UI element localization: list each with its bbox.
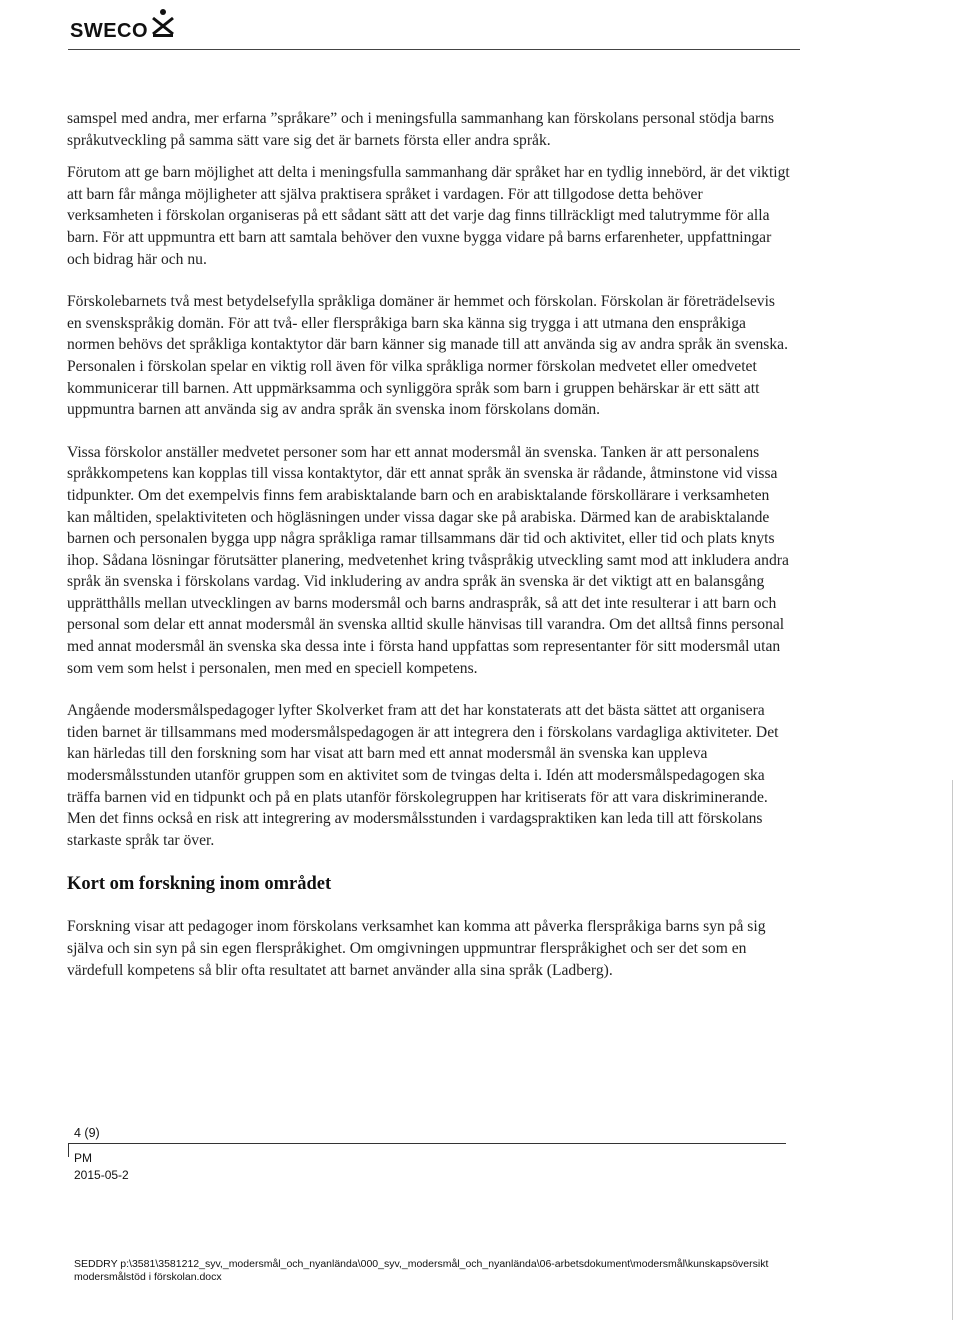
document-body — [67, 108, 792, 1002]
paragraph-5: Angående modersmålspedagoger lyfter Skolverket fram att det har konstaterats att det bästa sättet att organisera tiden barnet är tillsammans med modersmålspedagogen är att integrera den i förskolans vardagliga aktiviteter. Det kan härledas till den forskning som har visat att barn med ett annat modersmål än svenska kan uppleva modersmålsstunden utanför gruppen som en aktivitet som de tvingas delta i. Idén att modersmålspedagogen ska träffa barnen vid en tidpunkt och på en plats utanför förskolegruppen har kritiserats för att vara diskriminerande. Men det finns också en risk att integrering av modersmålsstunden i vardagspraktiken kan leda till att förskolans starkaste språk tar över. — [67, 702, 779, 849]
scan-edge-line — [952, 780, 953, 1320]
page-number: 4 (9) — [74, 1126, 100, 1140]
file-path: SEDDRY p:\3581\3581212_syv,_modersmål_och_nyanlända\000_syv,_modersmål_och_nyanlända\06-arbetsdokument\modersmål\kunskapsöversikt modersmålstöd i förskolan.docx — [74, 1258, 769, 1283]
paragraph-6: Forskning visar att pedagoger inom förskolans verksamhet kan komma att påverka flerspråkiga barns syn på sig själva och sin syn på sin egen flerspråkighet. Om omgivningen uppmuntrar flerspråkighet och ser det som en värdefull kompetens så blir ofta resultatet att barnet använder alla sina språk (Ladberg). — [67, 918, 766, 979]
document-date: 2015-05-2 — [74, 1168, 129, 1182]
logo-text: SWECO — [70, 20, 149, 42]
header — [70, 8, 176, 43]
paragraph-1: samspel med andra, mer erfarna ”språkare” och i meningsfulla sammanhang kan förskolans personal stödja barns språkutveckling på samma sätt vare sig det är barnets första eller andra språk. — [67, 110, 775, 149]
paragraph-2: Förutom att ge barn möjlighet att delta i meningsfulla sammanhang där språket har en tydlig innebörd, är det viktigt att barn får många möjligheter att själva praktisera språket i vardagen. För att tillgodose detta behöver verksamheten i förskolan organiseras på ett sådant sätt att det varje dag finns tillräckligt med talutrymme för alla barn. För att uppmuntra ett barn att samtala behöver den vuxne bygga vidare på barns erfarenheter, uppfattningar och bidrag här och nu. — [67, 164, 790, 268]
paragraph-3: Förskolebarnets två mest betydelsefylla språkliga domäner är hemmet och förskolan. Förskolan är företrädelsevis en svenskspråkig domän. För att två- eller flerspråkiga barn ska känna sig trygga i att utmana den enspråkiga normen behövs det språkliga kontaktytor där barn känner sig manade till att använda sig av andra språk än svenska. Personalen i förskolan spelar en viktig roll även för vilka språkliga normer förskolan medvetet eller omedvetet kommunicerar till barnen. Att uppmärksamma och synliggöra språk som barn i gruppen behärskar är ett sätt att uppmuntra barnen att använda sig av andra språk än svenska inom förskolans domän. — [67, 293, 788, 419]
header-divider — [68, 49, 800, 50]
section-heading: Kort om forskning inom området — [67, 874, 332, 895]
paragraph-4: Vissa förskolor anställer medvetet personer som har ett annat modersmål än svenska. Tanken är att personalens språkkompetens kan kopplas till vissa kontaktytor, där ett annat språk än svenska är rådande, åtminstone vid vissa tidpunkter. Om det exempelvis finns fem arabisktalande barn och en arabisktalande förskollärare i verksamheten kan måltiden, spelaktiviteten och högläsningen under vissa dagar ske på arabiska. Därmed kan de arabisktalande barnen och personalen bygga upp några språkliga ramar tillsammans där tid och aktivitet, eller tid och plats knyts ihop. Sådana lösningar förutsätter planering, medvetenhet kring tvåspråkig utveckling samt mod att inkludera andra språk än svenska i förskolans vardag. Vid inkludering av andra språk än svenska är det viktigt att en balansgång upprätthålls mellan utvecklingen av barns modersmål och barns andraspråk, så att det inte resulterar i att barn och personal som delar ett annat modersmål än svenska alltid skulle hänvisas till varandra. Om det alltså finns personal med annat modersmål än svenska ska dessa inte i första hand uppfattas som representanter för sitt modersmål utan som vem som helst i personalen, men med en speciell kompetens. — [67, 443, 789, 677]
document-type: PM — [74, 1151, 92, 1165]
footer — [68, 1126, 788, 1283]
footer-tick — [68, 1143, 69, 1157]
sweco-mark-icon — [150, 8, 176, 43]
footer-meta — [74, 1150, 129, 1184]
footer-divider — [68, 1143, 786, 1144]
